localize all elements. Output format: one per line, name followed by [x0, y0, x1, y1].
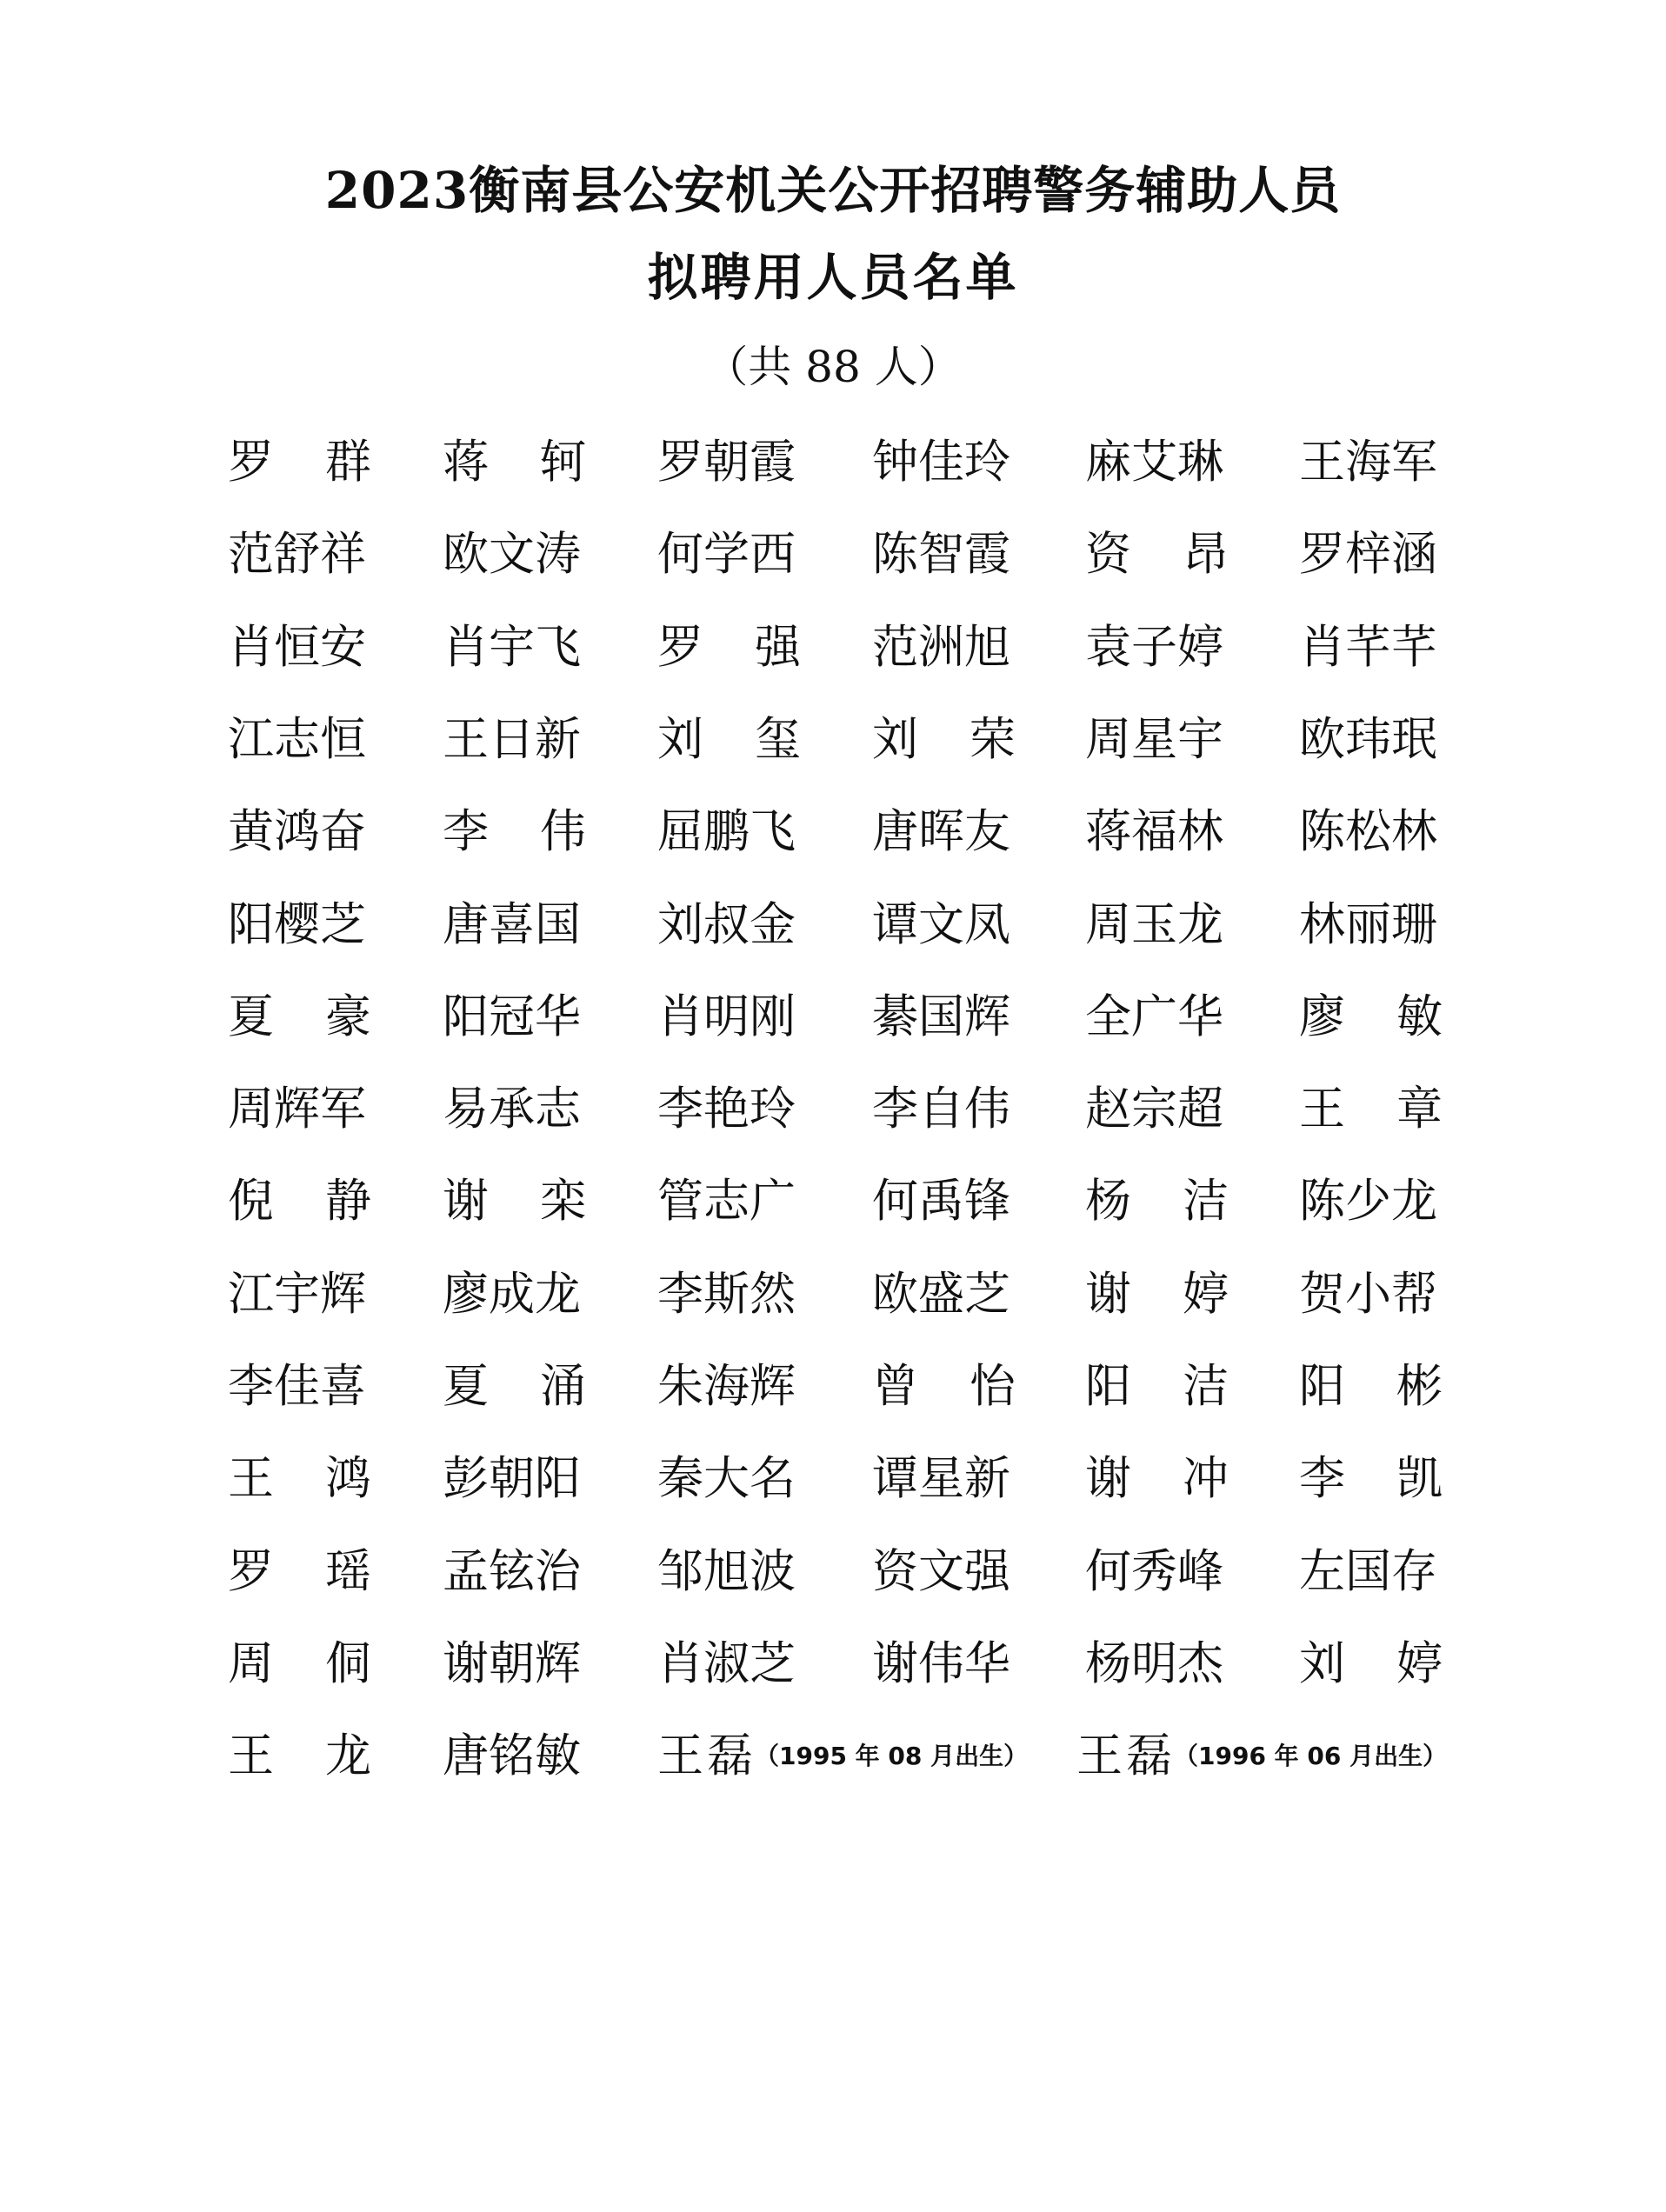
- name-entry: [1299, 617, 1443, 678]
- name-entry: [657, 432, 801, 493]
- name-entry: [657, 524, 801, 585]
- name-char: 荣: [970, 713, 1016, 766]
- name-entry: [1085, 1449, 1229, 1509]
- name-entry: [657, 617, 801, 678]
- name-entry: [443, 1449, 586, 1509]
- name-text: 谢朝辉: [443, 1637, 581, 1690]
- name-text: 资文强: [872, 1545, 1010, 1598]
- name-text: 欧盛芝: [872, 1268, 1010, 1321]
- name-char: 敏: [1396, 990, 1443, 1043]
- name-text: 彭朝阳: [443, 1452, 581, 1505]
- name-char: 倪: [228, 1175, 274, 1228]
- name-entry: [228, 432, 371, 493]
- name-text: 谭星新: [872, 1452, 1010, 1505]
- name-entry: [228, 1542, 371, 1602]
- name-entry: [228, 1634, 371, 1695]
- name-text: 范洲旭: [872, 621, 1010, 674]
- name-char: 王: [1299, 1083, 1345, 1136]
- name-entry: [872, 1171, 1016, 1232]
- name-char: 豪: [325, 990, 371, 1043]
- name-text: 肖淑芝: [657, 1637, 796, 1690]
- name-char: 凯: [1396, 1452, 1443, 1505]
- name-char: 王: [228, 1452, 274, 1505]
- name-entry: [657, 1079, 801, 1140]
- name-char: 谢: [1085, 1452, 1131, 1505]
- name-entry: [228, 895, 371, 956]
- name-text: 陈少龙: [1299, 1175, 1437, 1228]
- name-char: 王: [228, 1729, 274, 1782]
- name-entry: [657, 710, 801, 770]
- name-text: 李佳喜: [228, 1360, 366, 1413]
- name-entry: [228, 1079, 371, 1140]
- name-entry: [1299, 1634, 1443, 1695]
- name-entry: [1085, 1634, 1229, 1695]
- name-entry: [1085, 895, 1229, 956]
- name-char: 刘: [657, 713, 703, 766]
- name-entry: [1085, 1356, 1229, 1417]
- name-char: 周: [228, 1637, 274, 1690]
- name-text: 肖恒安: [228, 621, 366, 674]
- name-entry: [228, 802, 371, 863]
- total-count: （共 88 人）: [704, 342, 962, 392]
- name-text: 袁子婷: [1085, 621, 1223, 674]
- name-entry: [872, 895, 1016, 956]
- name-text: 贺小帮: [1299, 1268, 1437, 1321]
- name-entry: [872, 802, 1016, 863]
- name-text: 全广华: [1085, 990, 1223, 1043]
- name-entry: [1085, 1079, 1229, 1140]
- name-text: 管志广: [657, 1175, 796, 1228]
- name-entry: [1085, 802, 1229, 863]
- name-entry: [657, 987, 801, 1048]
- name-entry: [1085, 1542, 1229, 1602]
- name-entry: [228, 1171, 371, 1232]
- name-text: 谭文凤: [872, 898, 1010, 951]
- name-entry: [1299, 432, 1443, 493]
- name-char: 曾: [872, 1360, 918, 1413]
- name-entry: [657, 1542, 801, 1602]
- name-entry: [1299, 1542, 1443, 1602]
- name-entry: [1085, 710, 1229, 770]
- name-text: 朱海辉: [657, 1360, 796, 1413]
- name-entry: [872, 987, 1016, 1048]
- name-text: 江志恒: [228, 713, 366, 766]
- name-char: 涌: [540, 1360, 586, 1413]
- name-entry: [443, 987, 586, 1048]
- name-text: 肖宇飞: [443, 621, 581, 674]
- name-entry: [872, 1079, 1016, 1140]
- name-char: 婷: [1183, 1268, 1229, 1321]
- name-entry: [1085, 987, 1229, 1048]
- name-entry: [443, 1726, 586, 1787]
- name-entry: [1085, 524, 1229, 585]
- name-entry: [657, 1264, 801, 1325]
- name-char: 夏: [228, 990, 274, 1043]
- name-text: 左国存: [1299, 1545, 1437, 1598]
- name-entry: [1085, 1171, 1229, 1232]
- name-char: 罗: [228, 1545, 274, 1598]
- name-char: 洁: [1183, 1175, 1229, 1228]
- name-entry: [1299, 895, 1443, 956]
- name-char: 群: [325, 436, 371, 489]
- name-text: 李斯然: [657, 1268, 796, 1321]
- name-text: 陈松林: [1299, 805, 1437, 858]
- name-char: 龙: [325, 1729, 371, 1782]
- name-char: 谢: [443, 1175, 489, 1228]
- name-text: 江宇辉: [228, 1268, 366, 1321]
- name-char: 侗: [325, 1637, 371, 1690]
- name-entry: [443, 1264, 586, 1325]
- name-char: 罗: [228, 436, 274, 489]
- name-entry: [228, 1449, 371, 1509]
- name-text: 欧玮珉: [1299, 713, 1437, 766]
- name-text: 肖芊芊: [1299, 621, 1437, 674]
- name-char: 磊: [707, 1729, 753, 1782]
- name-text: 王海军: [1299, 436, 1437, 489]
- name-entry: [443, 895, 586, 956]
- name-entry: [1299, 1079, 1443, 1140]
- name-entry: [657, 1449, 801, 1509]
- name-entry: [443, 1356, 586, 1417]
- name-char: 玺: [755, 713, 801, 766]
- name-text: 范舒祥: [228, 528, 366, 581]
- name-text: 何学西: [657, 528, 796, 581]
- name-entry: [1085, 617, 1229, 678]
- name-char: 昂: [1183, 528, 1229, 581]
- name-text: 李艳玲: [657, 1083, 796, 1136]
- document-subtitle: 拟聘用人员名单: [647, 248, 1019, 307]
- name-text: 周辉军: [228, 1083, 366, 1136]
- name-text: 麻艾琳: [1085, 436, 1223, 489]
- name-entry: [1299, 1449, 1443, 1509]
- name-entry: [1085, 432, 1229, 493]
- name-text: 唐晖友: [872, 805, 1010, 858]
- name-entry: [872, 1264, 1016, 1325]
- name-entry: [872, 1542, 1016, 1602]
- name-char: 蒋: [443, 436, 489, 489]
- name-text: 孟铉治: [443, 1545, 581, 1598]
- name-entry: [872, 1449, 1016, 1509]
- name-text: [657, 1726, 753, 1787]
- name-text: [1076, 1726, 1172, 1787]
- name-text: 黄鸿奋: [228, 805, 366, 858]
- name-text: 欧文涛: [443, 528, 581, 581]
- birth-note: （1996 年 06 月出生）: [1174, 1742, 1448, 1770]
- name-entry: [1299, 987, 1443, 1048]
- name-entry: [443, 710, 586, 770]
- name-char: 鸿: [325, 1452, 371, 1505]
- name-char: 婷: [1396, 1637, 1443, 1690]
- name-entry-with-note: [657, 1726, 1028, 1787]
- name-text: 林丽珊: [1299, 898, 1437, 951]
- name-char: 冲: [1183, 1452, 1229, 1505]
- name-entry: [1299, 1264, 1443, 1325]
- name-char: 瑶: [325, 1545, 371, 1598]
- name-entry: [1299, 710, 1443, 770]
- name-text: 唐喜国: [443, 898, 581, 951]
- name-entry: [657, 802, 801, 863]
- name-text: 邹旭波: [657, 1545, 796, 1598]
- name-text: 蒋福林: [1085, 805, 1223, 858]
- name-entry: [872, 1356, 1016, 1417]
- name-entry: [872, 524, 1016, 585]
- name-entry: [1085, 1264, 1229, 1325]
- name-entry: [443, 524, 586, 585]
- name-char: 王: [1076, 1729, 1123, 1782]
- name-entry: [228, 524, 371, 585]
- name-entry: [443, 1079, 586, 1140]
- name-char: 李: [1299, 1452, 1345, 1505]
- name-char: 彬: [1396, 1360, 1443, 1413]
- name-text: 周星宇: [1085, 713, 1223, 766]
- name-text: 钟佳玲: [872, 436, 1010, 489]
- name-char: 资: [1085, 528, 1131, 581]
- name-entry: [657, 895, 801, 956]
- name-text: 杨明杰: [1085, 1637, 1223, 1690]
- name-entry: [872, 710, 1016, 770]
- name-char: 洁: [1183, 1360, 1229, 1413]
- name-text: 唐铭敏: [443, 1729, 581, 1782]
- name-text: 易承志: [443, 1083, 581, 1136]
- name-text: 周玉龙: [1085, 898, 1223, 951]
- name-text: 何禹锋: [872, 1175, 1010, 1228]
- name-text: 廖成龙: [443, 1268, 581, 1321]
- name-entry: [443, 1634, 586, 1695]
- name-entry: [443, 802, 586, 863]
- name-text: 陈智霞: [872, 528, 1010, 581]
- name-char: 刘: [1299, 1637, 1345, 1690]
- name-entry: [657, 1634, 801, 1695]
- name-entry: [872, 1634, 1016, 1695]
- name-char: 谢: [1085, 1268, 1131, 1321]
- name-entry: [228, 987, 371, 1048]
- name-char: 磊: [1126, 1729, 1172, 1782]
- name-entry: [872, 617, 1016, 678]
- name-char: 伟: [540, 805, 586, 858]
- name-char: 章: [1396, 1083, 1443, 1136]
- name-entry: [872, 432, 1016, 493]
- name-char: 罗: [657, 621, 703, 674]
- name-entry: [228, 1356, 371, 1417]
- name-entry: [228, 617, 371, 678]
- name-text: 屈鹏飞: [657, 805, 796, 858]
- name-text: 谢伟华: [872, 1637, 1010, 1690]
- document-title: 2023衡南县公安机关公开招聘警务辅助人员: [324, 161, 1342, 220]
- name-entry: [1299, 1356, 1443, 1417]
- name-text: 赵宗超: [1085, 1083, 1223, 1136]
- name-char: 阳: [1085, 1360, 1131, 1413]
- name-entry: [228, 710, 371, 770]
- name-char: 王: [657, 1729, 703, 1782]
- name-entry: [443, 1542, 586, 1602]
- name-text: 刘叔金: [657, 898, 796, 951]
- name-entry-with-note: [1076, 1726, 1447, 1787]
- name-text: 罗朝霞: [657, 436, 796, 489]
- name-text: 罗梓涵: [1299, 528, 1437, 581]
- name-entry: [657, 1171, 801, 1232]
- name-text: 阳樱芝: [228, 898, 366, 951]
- name-text: 綦国辉: [872, 990, 1010, 1043]
- name-entry: [1299, 524, 1443, 585]
- name-char: 栾: [540, 1175, 586, 1228]
- name-entry: [443, 432, 586, 493]
- name-char: 夏: [443, 1360, 489, 1413]
- name-text: 李自伟: [872, 1083, 1010, 1136]
- name-entry: [443, 617, 586, 678]
- name-entry: [228, 1264, 371, 1325]
- name-char: 强: [755, 621, 801, 674]
- name-text: 王日新: [443, 713, 581, 766]
- name-entry: [228, 1726, 371, 1787]
- name-entry: [1299, 802, 1443, 863]
- name-char: 刘: [872, 713, 918, 766]
- name-char: 廖: [1299, 990, 1345, 1043]
- name-char: 杨: [1085, 1175, 1131, 1228]
- name-char: 轲: [540, 436, 586, 489]
- name-entry: [443, 1171, 586, 1232]
- name-entry: [657, 1356, 801, 1417]
- name-entry: [1299, 1171, 1443, 1232]
- name-text: 肖明刚: [657, 990, 796, 1043]
- name-char: 李: [443, 805, 489, 858]
- name-char: 静: [325, 1175, 371, 1228]
- name-text: 阳冠华: [443, 990, 581, 1043]
- name-text: 秦大名: [657, 1452, 796, 1505]
- name-char: 阳: [1299, 1360, 1345, 1413]
- name-text: 何秀峰: [1085, 1545, 1223, 1598]
- name-char: 怡: [970, 1360, 1016, 1413]
- birth-note: （1995 年 08 月出生）: [755, 1742, 1029, 1770]
